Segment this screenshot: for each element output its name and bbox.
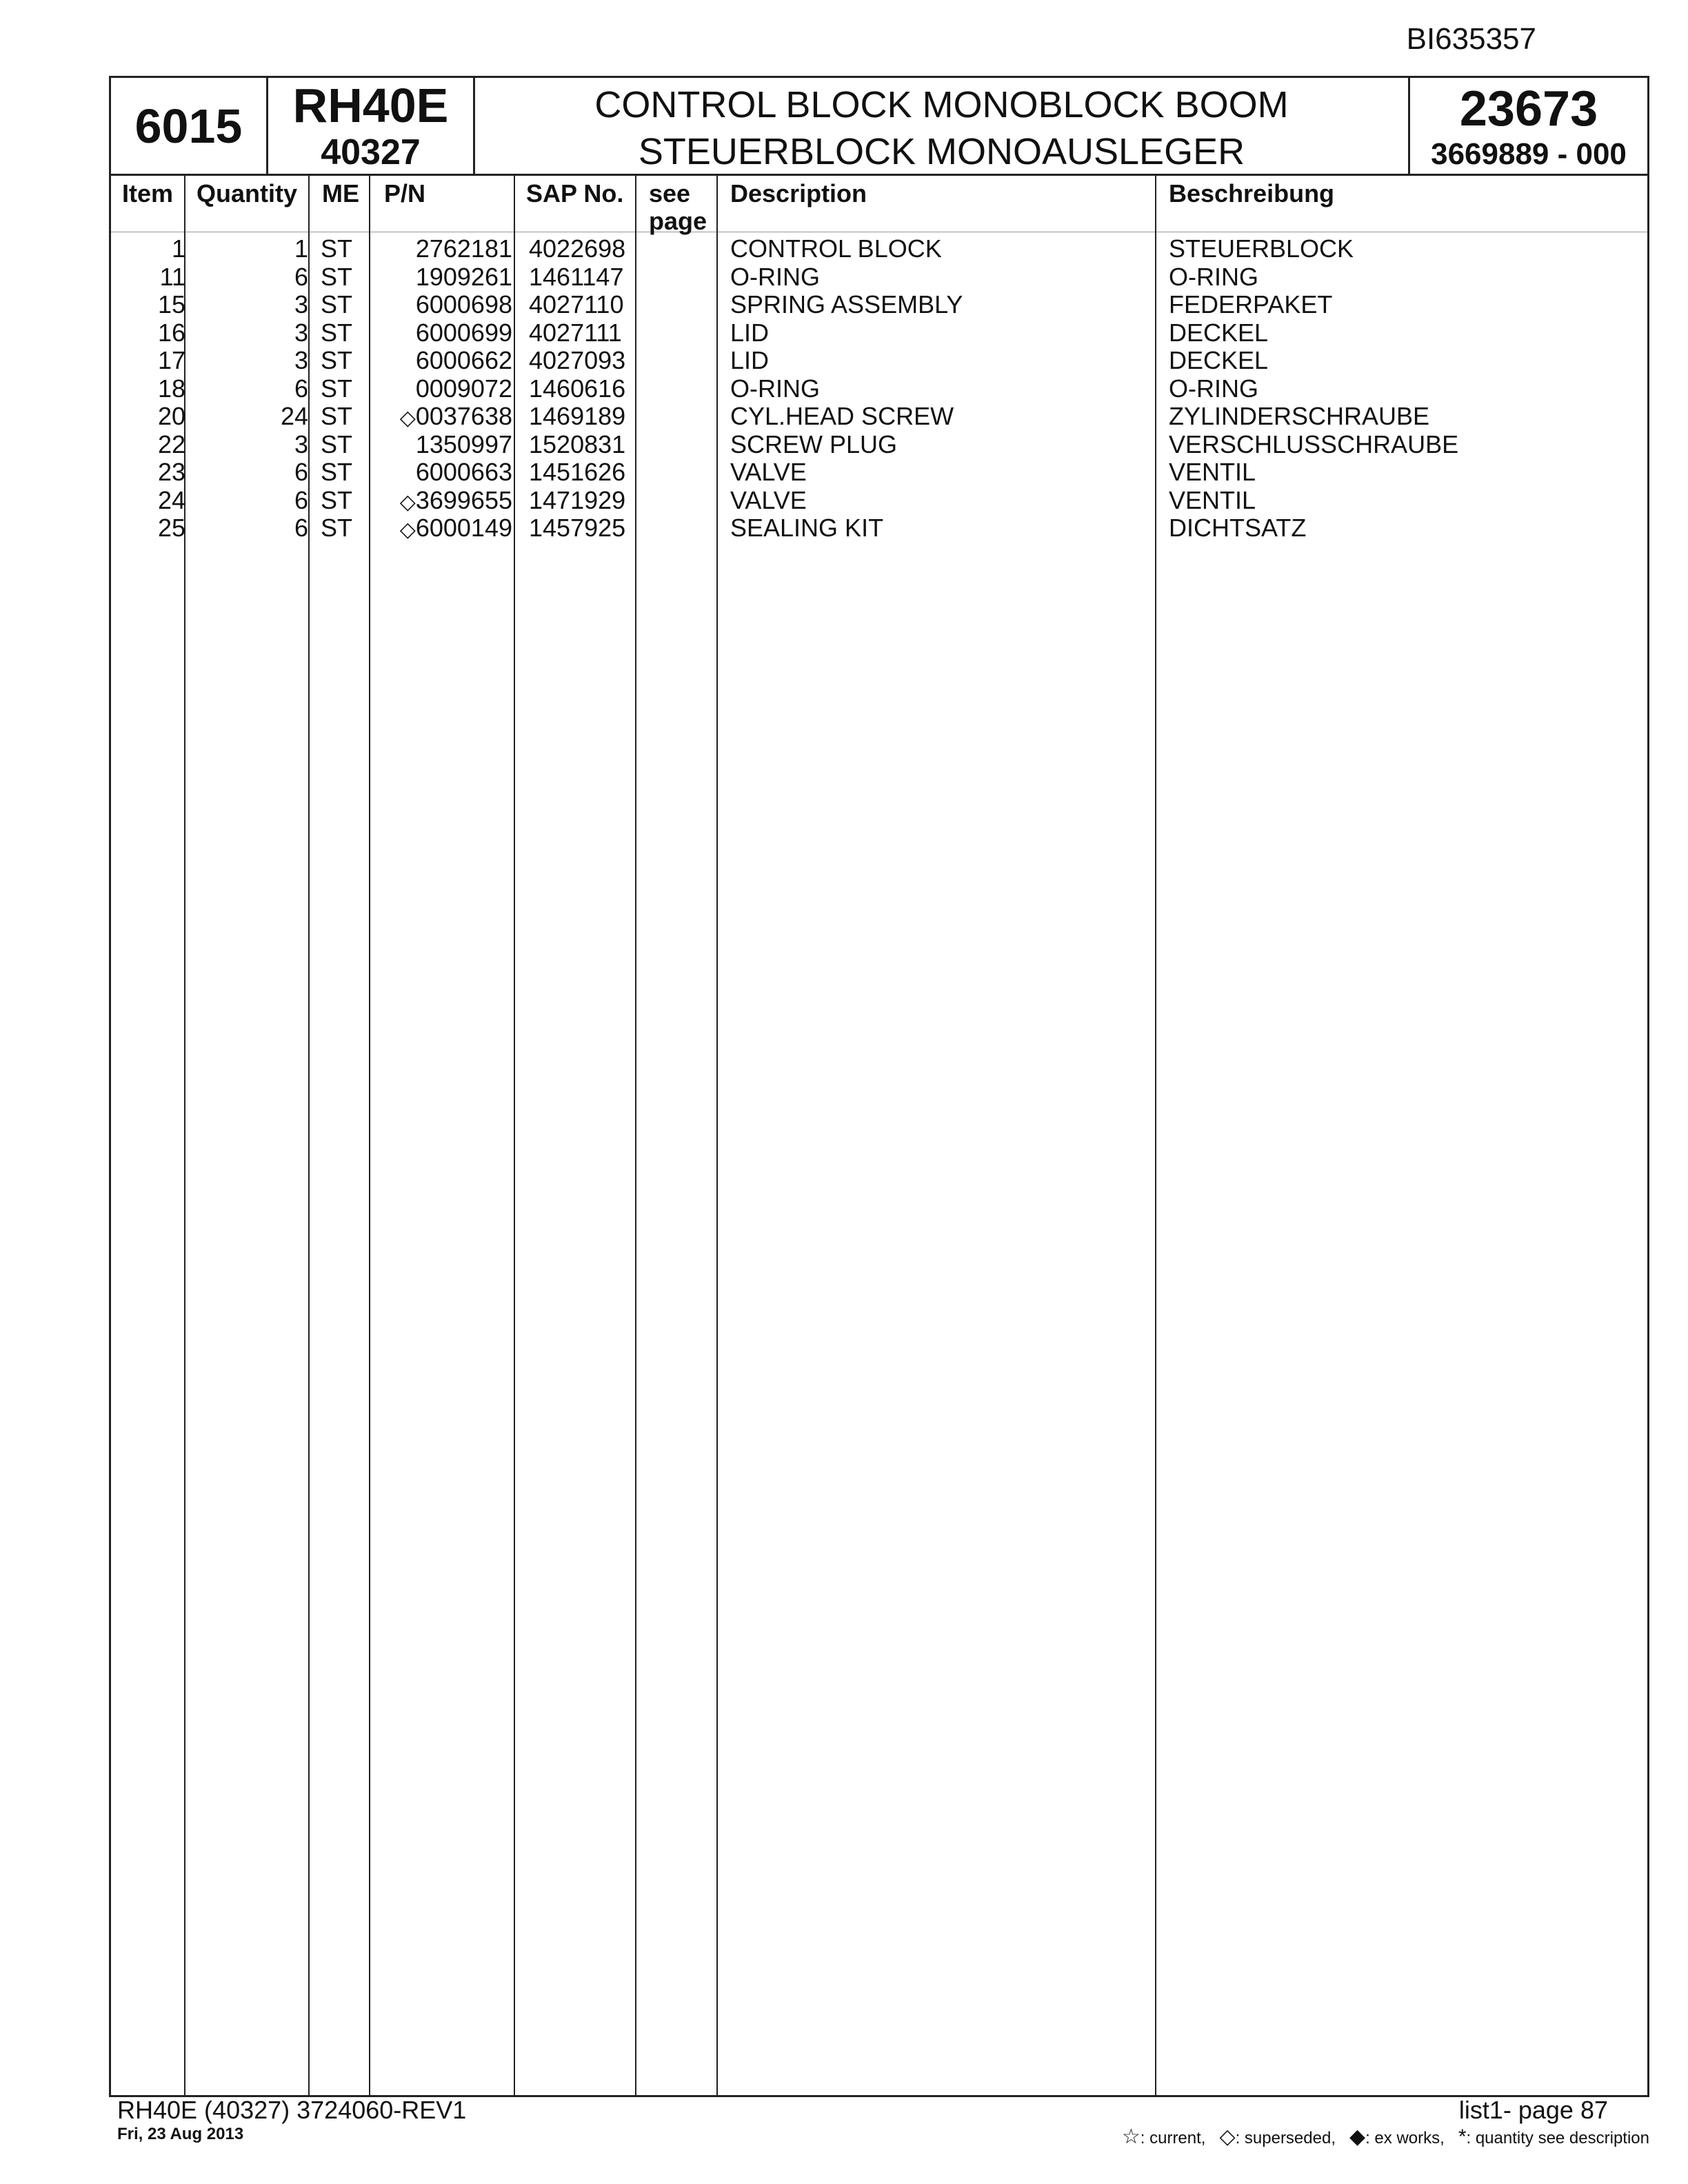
parts-table-body	[111, 235, 1647, 543]
unit-cell: ST	[321, 346, 353, 374]
model-cell	[268, 78, 475, 174]
sap-number-cell: 4027093	[529, 346, 626, 374]
beschreibung-cell: DECKEL	[1169, 346, 1269, 374]
legend-text: : current,	[1140, 2129, 1206, 2147]
part-number-cell	[416, 431, 512, 461]
col-pn: P/N	[384, 179, 426, 208]
serial-number: 40327	[321, 132, 421, 172]
part-number-value: 6000662	[415, 346, 512, 374]
beschreibung-cell: VERSCHLUSSCHRAUBE	[1169, 429, 1459, 458]
description-cell: CYL.HEAD SCREW	[730, 402, 954, 430]
quantity-cell: 6	[294, 374, 308, 403]
part-number-value: 6000698	[415, 290, 512, 318]
table-row	[111, 375, 1647, 403]
parts-list-frame	[109, 76, 1649, 2097]
sap-number-cell: 1469189	[529, 402, 626, 430]
part-number-cell	[416, 347, 512, 376]
col-quantity: Quantity	[197, 179, 298, 208]
diamond-filled-icon: ◆	[1349, 2125, 1366, 2148]
quantity-cell: 3	[294, 290, 308, 318]
group-number: 6015	[134, 99, 243, 153]
sap-number-cell: 4027110	[529, 290, 624, 318]
legend-text: : ex works,	[1365, 2129, 1445, 2147]
column-header-row	[111, 176, 1647, 235]
legend-text: : quantity see description	[1466, 2129, 1649, 2147]
quantity-cell: 6	[294, 514, 308, 542]
table-row	[111, 263, 1647, 292]
unit-cell: ST	[321, 458, 353, 486]
part-number-value: 2762181	[415, 234, 512, 263]
table-row	[111, 319, 1647, 347]
sap-number-cell: 1457925	[529, 514, 626, 542]
table-row	[111, 403, 1647, 431]
quantity-cell: 24	[280, 402, 308, 430]
quantity-cell: 6	[294, 458, 308, 486]
legend-text: : superseded,	[1235, 2129, 1336, 2147]
part-number-value: 1350997	[415, 429, 512, 458]
beschreibung-cell: VENTIL	[1169, 458, 1256, 486]
part-number-cell	[400, 487, 512, 516]
part-number-value: 6000149	[415, 514, 512, 542]
symbol-legend	[1122, 2125, 1649, 2149]
unit-cell: ST	[321, 402, 353, 430]
title-english: CONTROL BLOCK MONOBLOCK BOOM	[594, 84, 1289, 125]
unit-cell: ST	[321, 290, 353, 318]
description-cell: LID	[730, 346, 770, 374]
quantity-cell: 3	[294, 429, 308, 458]
col-see: see	[649, 179, 691, 208]
item-cell: 23	[157, 458, 185, 486]
part-number-cell	[416, 319, 512, 349]
part-number-cell	[400, 403, 512, 432]
item-cell: 16	[157, 318, 185, 347]
table-row	[111, 347, 1647, 375]
description-cell: CONTROL BLOCK	[730, 234, 942, 263]
asterisk-icon: *	[1458, 2125, 1467, 2148]
quantity-cell: 3	[294, 318, 308, 347]
sap-number-cell: 1460616	[529, 374, 626, 403]
beschreibung-cell: DICHTSATZ	[1169, 514, 1307, 542]
item-cell: 17	[157, 346, 185, 374]
part-number-value: 6000699	[415, 318, 512, 347]
col-me: ME	[322, 179, 359, 208]
figure-part-number: 3669889 - 000	[1431, 137, 1627, 171]
item-cell: 15	[157, 290, 185, 318]
superseded-icon: ◇	[399, 490, 416, 514]
table-row	[111, 431, 1647, 459]
document-id: BI635357	[1406, 22, 1536, 56]
description-cell: VALVE	[730, 485, 807, 514]
item-cell: 24	[157, 485, 185, 514]
star-icon: ☆	[1121, 2125, 1141, 2148]
sap-number-cell: 1461147	[529, 262, 624, 291]
diamond-outline-icon: ◇	[1219, 2125, 1236, 2148]
item-cell: 1	[171, 234, 185, 263]
part-number-value: 3699655	[415, 485, 512, 514]
unit-cell: ST	[321, 234, 353, 263]
sap-number-cell: 4022698	[529, 234, 626, 263]
beschreibung-cell: VENTIL	[1169, 485, 1256, 514]
beschreibung-cell: O-RING	[1169, 374, 1258, 403]
unit-cell: ST	[321, 485, 353, 514]
beschreibung-cell: O-RING	[1169, 262, 1258, 291]
group-cell	[111, 78, 268, 174]
unit-cell: ST	[321, 318, 353, 347]
sap-number-cell: 4027111	[529, 318, 622, 347]
model-name: RH40E	[292, 79, 449, 132]
part-number-cell	[416, 235, 512, 265]
title-german: STEUERBLOCK MONOAUSLEGER	[638, 131, 1245, 172]
col-description: Description	[730, 179, 867, 208]
description-cell: VALVE	[730, 458, 807, 486]
description-cell: SCREW PLUG	[730, 429, 898, 458]
superseded-icon: ◇	[399, 407, 416, 429]
col-sap: SAP No.	[526, 179, 624, 208]
part-number-value: 0037638	[415, 402, 512, 430]
quantity-cell: 6	[294, 262, 308, 291]
item-cell: 18	[157, 374, 185, 403]
footer-document-ref: RH40E (40327) 3724060-REV1	[117, 2096, 467, 2124]
table-row	[111, 291, 1647, 319]
item-cell: 20	[157, 402, 185, 430]
figure-cell	[1410, 78, 1647, 174]
table-row	[111, 487, 1647, 515]
col-item: Item	[122, 179, 174, 208]
description-cell: O-RING	[730, 262, 820, 291]
unit-cell: ST	[321, 262, 353, 291]
sap-number-cell: 1520831	[529, 429, 626, 458]
part-number-cell	[416, 263, 512, 293]
quantity-cell: 6	[294, 485, 308, 514]
table-row	[111, 235, 1647, 263]
item-cell: 11	[159, 262, 185, 291]
part-number-cell	[416, 458, 512, 488]
beschreibung-cell: DECKEL	[1169, 318, 1269, 347]
header-block	[111, 78, 1647, 176]
title-cell	[475, 78, 1410, 174]
table-row	[111, 514, 1647, 543]
col-beschreibung: Beschreibung	[1169, 179, 1335, 208]
description-cell: LID	[730, 318, 770, 347]
footer-date: Fri, 23 Aug 2013	[117, 2125, 244, 2143]
part-number-cell	[416, 375, 512, 405]
description-cell: O-RING	[730, 374, 820, 403]
figure-number: 23673	[1459, 81, 1598, 136]
unit-cell: ST	[321, 429, 353, 458]
quantity-cell: 1	[294, 234, 308, 263]
beschreibung-cell: ZYLINDERSCHRAUBE	[1169, 402, 1430, 430]
quantity-cell: 3	[294, 346, 308, 374]
description-cell: SEALING KIT	[730, 514, 884, 542]
item-cell: 25	[157, 514, 185, 542]
part-number-cell	[416, 291, 512, 321]
superseded-icon: ◇	[399, 518, 416, 541]
item-cell: 22	[157, 429, 185, 458]
part-number-value: 0009072	[415, 374, 512, 403]
unit-cell: ST	[321, 374, 353, 403]
beschreibung-cell: FEDERPAKET	[1169, 290, 1333, 318]
col-see-page	[649, 180, 707, 235]
col-page: page	[649, 207, 707, 235]
sap-number-cell: 1451626	[529, 458, 626, 486]
footer-page-number: list1- page 87	[1458, 2096, 1608, 2124]
description-cell: SPRING ASSEMBLY	[730, 290, 963, 318]
beschreibung-cell: STEUERBLOCK	[1169, 234, 1354, 263]
part-number-value: 1909261	[415, 262, 512, 291]
part-number-cell	[400, 514, 512, 544]
part-number-value: 6000663	[415, 458, 512, 486]
table-row	[111, 458, 1647, 487]
sap-number-cell: 1471929	[529, 485, 626, 514]
unit-cell: ST	[321, 514, 353, 542]
